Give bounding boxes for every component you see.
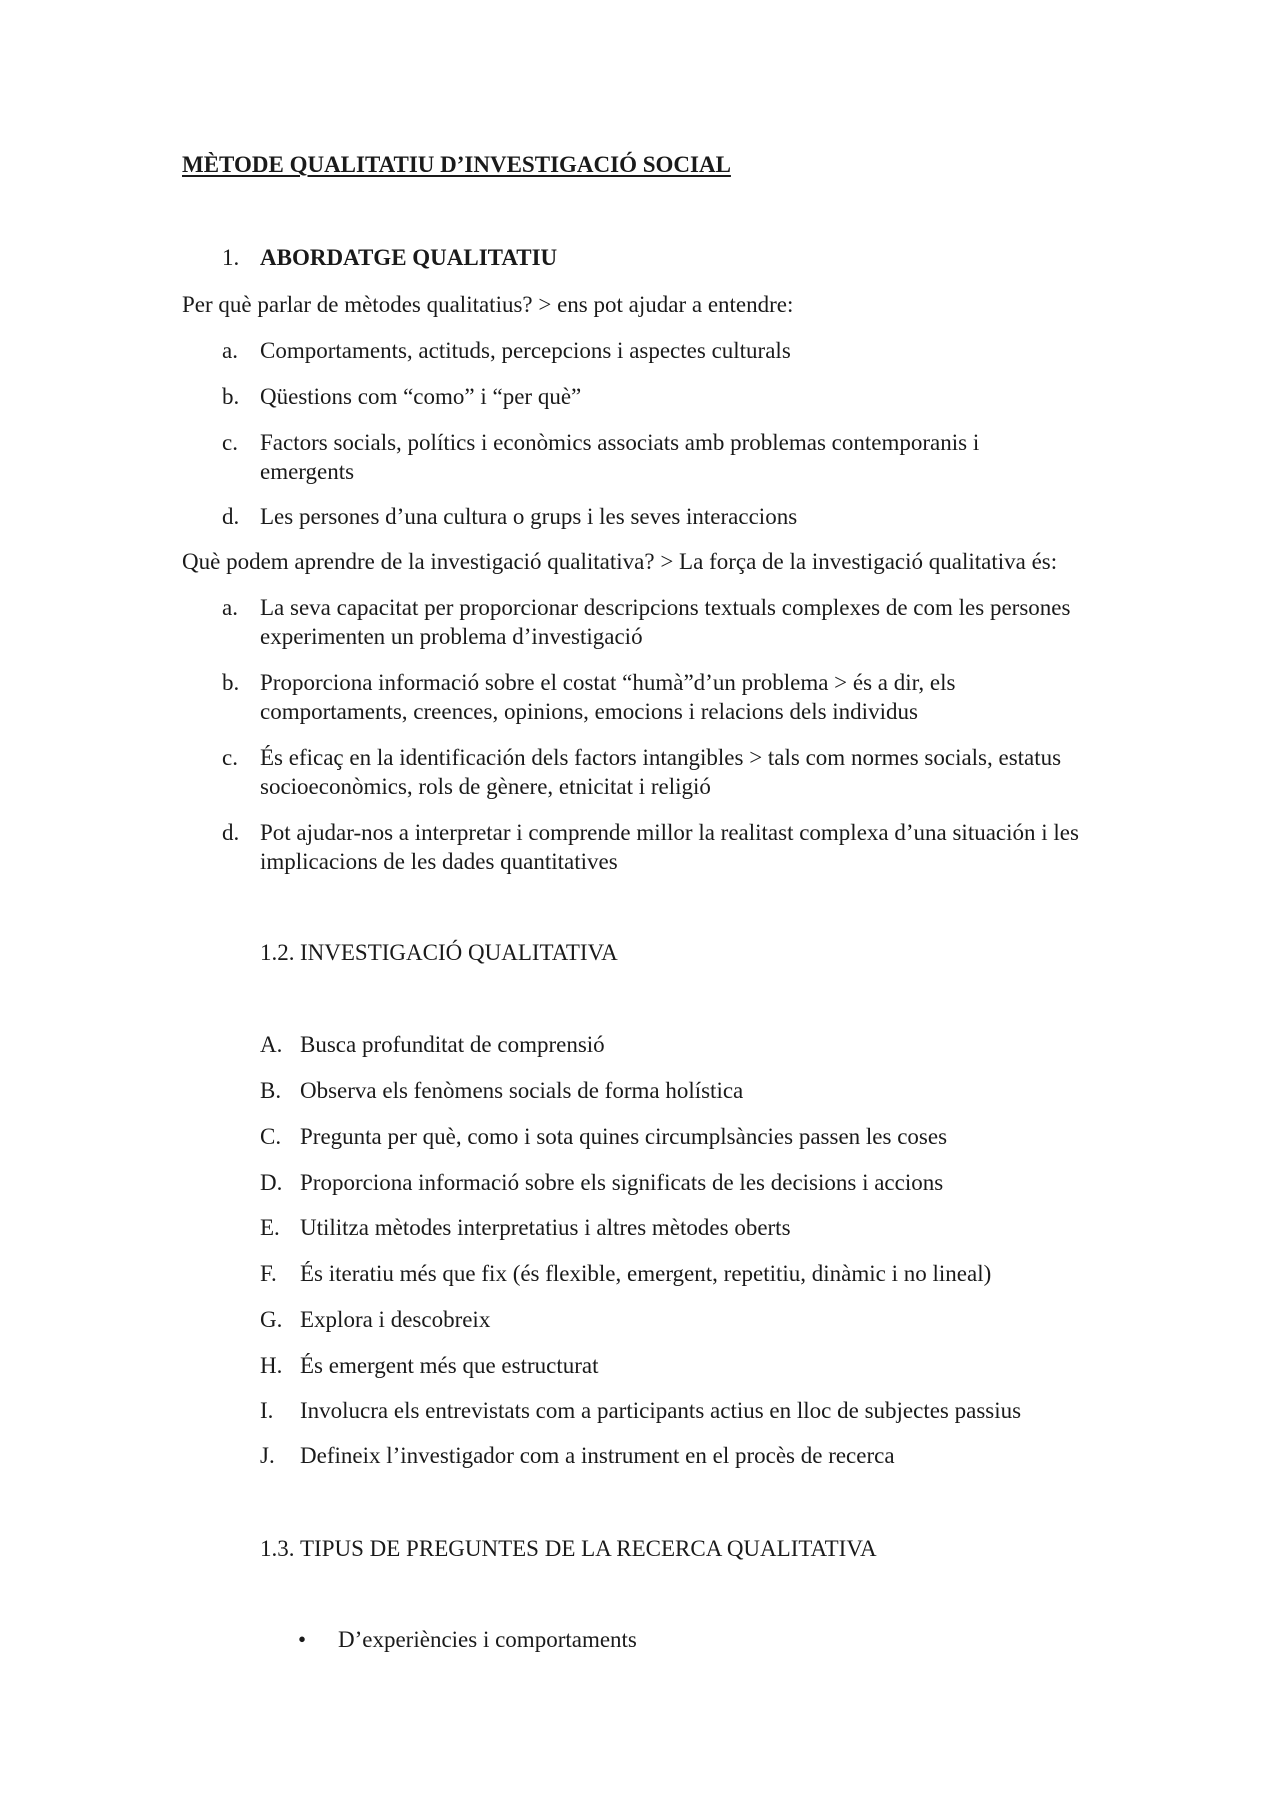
list-item: Comportaments, actituds, percepcions i aspectes culturals	[260, 338, 791, 363]
list-item-marker: a.	[222, 595, 238, 620]
list-item-marker: F.	[260, 1261, 277, 1286]
list-item-marker: a.	[222, 338, 238, 363]
list-item: Qüestions com “como” i “per què”	[260, 384, 582, 409]
list-item: És eficaç en la identificación dels factors intangibles > tals com normes socials, estatus socioeconòmics, rols de gènere, etnicitat i religió	[260, 745, 1062, 799]
list-item: És iteratiu més que fix (és flexible, emergent, repetitiu, dinàmic i no lineal)	[300, 1261, 992, 1286]
list-item: Les persones d’una cultura o grups i les seves interaccions	[260, 504, 798, 529]
list-item-marker: I.	[260, 1398, 274, 1423]
list-item-marker: d.	[222, 820, 240, 845]
document-title: MÈTODE QUALITATIU D’INVESTIGACIÓ SOCIAL	[182, 152, 731, 177]
list-item-marker: c.	[222, 745, 238, 770]
section-1-heading: ABORDATGE QUALITATIU	[260, 245, 558, 270]
list-item-marker: G.	[260, 1307, 283, 1332]
list-item-marker: J.	[260, 1443, 275, 1468]
list-item-marker: B.	[260, 1078, 282, 1103]
list-item-marker: c.	[222, 430, 238, 455]
list-item: Proporciona informació sobre els significats de les decisions i accions	[300, 1170, 944, 1195]
bullet-marker: •	[298, 1627, 307, 1652]
list-item: Observa els fenòmens socials de forma holística	[300, 1078, 744, 1103]
list-item: Utilitza mètodes interpretatius i altres mètodes oberts	[300, 1215, 791, 1240]
list-item-marker: A.	[260, 1032, 283, 1057]
list-item: Pregunta per què, como i sota quines circumplsàncies passen les coses	[300, 1124, 948, 1149]
list-item-marker: b.	[222, 670, 240, 695]
section-1-3-heading: TIPUS DE PREGUNTES DE LA RECERCA QUALITATIVA	[300, 1536, 877, 1561]
bullet-item: D’experiències i comportaments	[338, 1627, 637, 1652]
section-1-3-number: 1.3.	[260, 1536, 295, 1561]
list-item: Explora i descobreix	[300, 1307, 491, 1332]
list-item: Factors socials, polítics i econòmics associats amb problemas contemporanis i emergents	[260, 430, 980, 484]
list-item-marker: b.	[222, 384, 240, 409]
list-item-marker: C.	[260, 1124, 282, 1149]
list-item: Defineix l’investigador com a instrument en el procès de recerca	[300, 1443, 895, 1468]
list-item-marker: E.	[260, 1215, 280, 1240]
list-item: Pot ajudar-nos a interpretar i comprende millor la realitast complexa d’una situación i les implicacions de les dades quantitatives	[260, 820, 1079, 874]
list-item: La seva capacitat per proporcionar descripcions textuals complexes de com les persones experimenten un problema d’investigació	[260, 595, 1071, 649]
section-1-2-number: 1.2.	[260, 940, 295, 965]
intro-paragraph-1: Per què parlar de mètodes qualitatius? > ens pot ajudar a entendre:	[182, 292, 794, 317]
list-item: Busca profunditat de comprensió	[300, 1032, 605, 1057]
list-item-marker: H.	[260, 1353, 283, 1378]
section-1-2-heading: INVESTIGACIÓ QUALITATIVA	[300, 940, 618, 965]
list-item: Proporciona informació sobre el costat “humà”d’un problema > és a dir, els comportaments, creences, opinions, emocions i relacions dels individus	[260, 670, 956, 724]
list-item-marker: d.	[222, 504, 240, 529]
list-item: Involucra els entrevistats com a participants actius en lloc de subjectes passius	[300, 1398, 1022, 1423]
list-item-marker: D.	[260, 1170, 283, 1195]
intro-paragraph-2: Què podem aprendre de la investigació qualitativa? > La força de la investigació qualitativa és:	[182, 549, 1058, 574]
section-1-number: 1.	[222, 245, 240, 270]
list-item: És emergent més que estructurat	[300, 1353, 599, 1378]
